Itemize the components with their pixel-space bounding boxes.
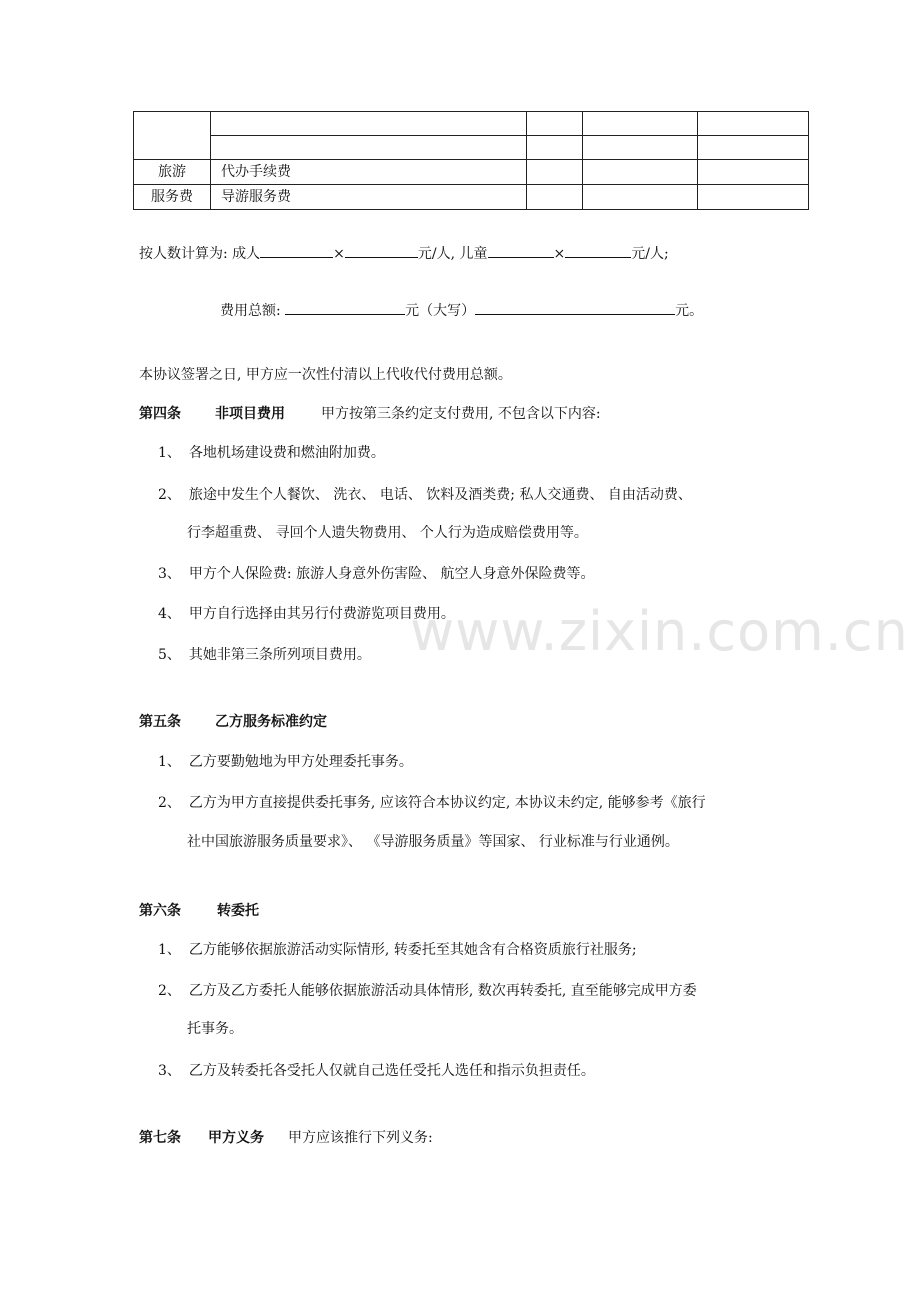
table-cell — [583, 112, 698, 136]
list-item — [158, 443, 385, 463]
table-cell-category-line1: 旅游 — [134, 160, 211, 185]
table-cell — [527, 136, 583, 160]
article7-heading — [139, 1128, 433, 1148]
list-item — [158, 981, 697, 1001]
table-cell — [698, 185, 809, 210]
times-sign: × — [553, 246, 566, 262]
list-item-num: 2、 — [158, 983, 181, 999]
list-item — [158, 752, 413, 772]
article4-title: 非项目费用 — [215, 406, 285, 422]
article6-number: 第六条 — [139, 903, 181, 919]
list-item-text: 其她非第三条所列项目费用。 — [188, 647, 371, 663]
list-item — [158, 564, 595, 584]
list-item-num: 1、 — [158, 754, 181, 770]
article5-title: 乙方服务标准约定 — [215, 714, 327, 730]
article7-title: 甲方义务 — [208, 1130, 264, 1146]
table-row — [134, 112, 809, 136]
times-sign: × — [333, 246, 345, 262]
child-count-blank[interactable] — [488, 243, 554, 258]
list-item — [158, 485, 692, 505]
article6-heading — [139, 901, 259, 921]
article4-intro: 甲方按第三条约定支付费用, 不包含以下内容: — [321, 406, 601, 422]
unit-child: 元/人; — [631, 246, 669, 262]
list-item-num: 2、 — [158, 487, 181, 503]
table-cell-item: 代办手续费 — [211, 160, 527, 185]
table-cell — [527, 185, 583, 210]
list-item-num: 2、 — [158, 795, 181, 811]
list-item-text: 旅途中发生个人餐饮、 洗衣、 电话、 饮料及酒类费; 私人交通费、 自由活动费、 — [188, 487, 692, 503]
list-item-text: 乙方及转委托各受托人仅就自己选任受托人选任和指示负担责任。 — [188, 1063, 595, 1079]
list-item — [158, 940, 637, 960]
list-item — [158, 604, 455, 624]
list-item — [158, 645, 371, 665]
per-person-calc-line — [139, 243, 669, 264]
list-item-text: 乙方能够依据旅游活动实际情形, 转委托至其她含有合格资质旅行社服务; — [188, 942, 637, 958]
table-cell — [583, 160, 698, 185]
list-item-text: 乙方为甲方直接提供委托事务, 应该符合本协议约定, 本协议未约定, 能够参考《旅行 — [188, 795, 706, 811]
list-item-num: 1、 — [158, 445, 181, 461]
article4-heading — [139, 404, 601, 424]
list-item-text: 乙方及乙方委托人能够依据旅游活动具体情形, 数次再转委托, 直至能够完成甲方委 — [188, 983, 697, 999]
total-unit: 元（大写） — [405, 303, 476, 319]
list-item-num: 1、 — [158, 942, 181, 958]
table-row — [134, 160, 809, 185]
article5-number: 第五条 — [139, 714, 181, 730]
list-item-continuation: 社中国旅游服务质量要求》、 《导游服务质量》等国家、 行业标准与行业通例。 — [187, 834, 679, 850]
list-item-num: 5、 — [158, 647, 181, 663]
article4-number: 第四条 — [139, 406, 181, 422]
table-cell — [583, 185, 698, 210]
table-cell — [211, 136, 527, 160]
table-cell — [698, 160, 809, 185]
total-amount-blank[interactable] — [285, 300, 405, 315]
total-end: 元。 — [675, 303, 704, 319]
unit-adult: 元/人, 儿童 — [417, 246, 488, 262]
child-price-blank[interactable] — [565, 243, 631, 258]
list-item-text: 各地机场建设费和燃油附加费。 — [188, 445, 385, 461]
adult-price-blank[interactable] — [345, 243, 418, 258]
adult-count-blank[interactable] — [260, 243, 333, 258]
article7-intro: 甲方应该推行下列义务: — [288, 1130, 433, 1146]
total-fee-line — [220, 300, 703, 321]
list-item-num: 4、 — [158, 606, 181, 622]
table-cell — [583, 136, 698, 160]
list-item-text: 甲方自行选择由其另行付费游览项目费用。 — [188, 606, 455, 622]
total-label: 费用总额: — [220, 303, 286, 319]
calc-prefix: 按人数计算为: 成人 — [139, 246, 261, 262]
article5-heading — [139, 712, 327, 732]
list-item — [158, 1061, 595, 1081]
fee-table — [133, 111, 809, 210]
article7-number: 第七条 — [139, 1130, 181, 1146]
list-item-text: 甲方个人保险费: 旅游人身意外伤害险、 航空人身意外保险费等。 — [188, 566, 595, 582]
list-item — [158, 793, 706, 813]
watermark: www.zixin.com.cn — [410, 600, 909, 663]
list-item-num: 3、 — [158, 1063, 181, 1079]
list-item-num: 3、 — [158, 566, 181, 582]
list-item-text: 乙方要勤勉地为甲方处理委托事务。 — [188, 754, 413, 770]
table-cell-category-line2: 服务费 — [134, 185, 211, 210]
table-cell-category-empty — [134, 112, 211, 160]
table-row — [134, 185, 809, 210]
payment-note: 本协议签署之日, 甲方应一次性付清以上代收代付费用总额。 — [139, 367, 512, 383]
list-item-continuation: 托事务。 — [187, 1021, 243, 1037]
list-item-continuation: 行李超重费、 寻回个人遗失物费用、 个人行为造成赔偿费用等。 — [187, 525, 588, 541]
table-cell — [698, 112, 809, 136]
table-cell — [527, 112, 583, 136]
table-cell — [698, 136, 809, 160]
table-cell — [211, 112, 527, 136]
table-cell-item: 导游服务费 — [211, 185, 527, 210]
article6-title: 转委托 — [217, 903, 259, 919]
total-capital-blank[interactable] — [475, 300, 675, 315]
table-row — [134, 136, 809, 160]
table-cell — [527, 160, 583, 185]
